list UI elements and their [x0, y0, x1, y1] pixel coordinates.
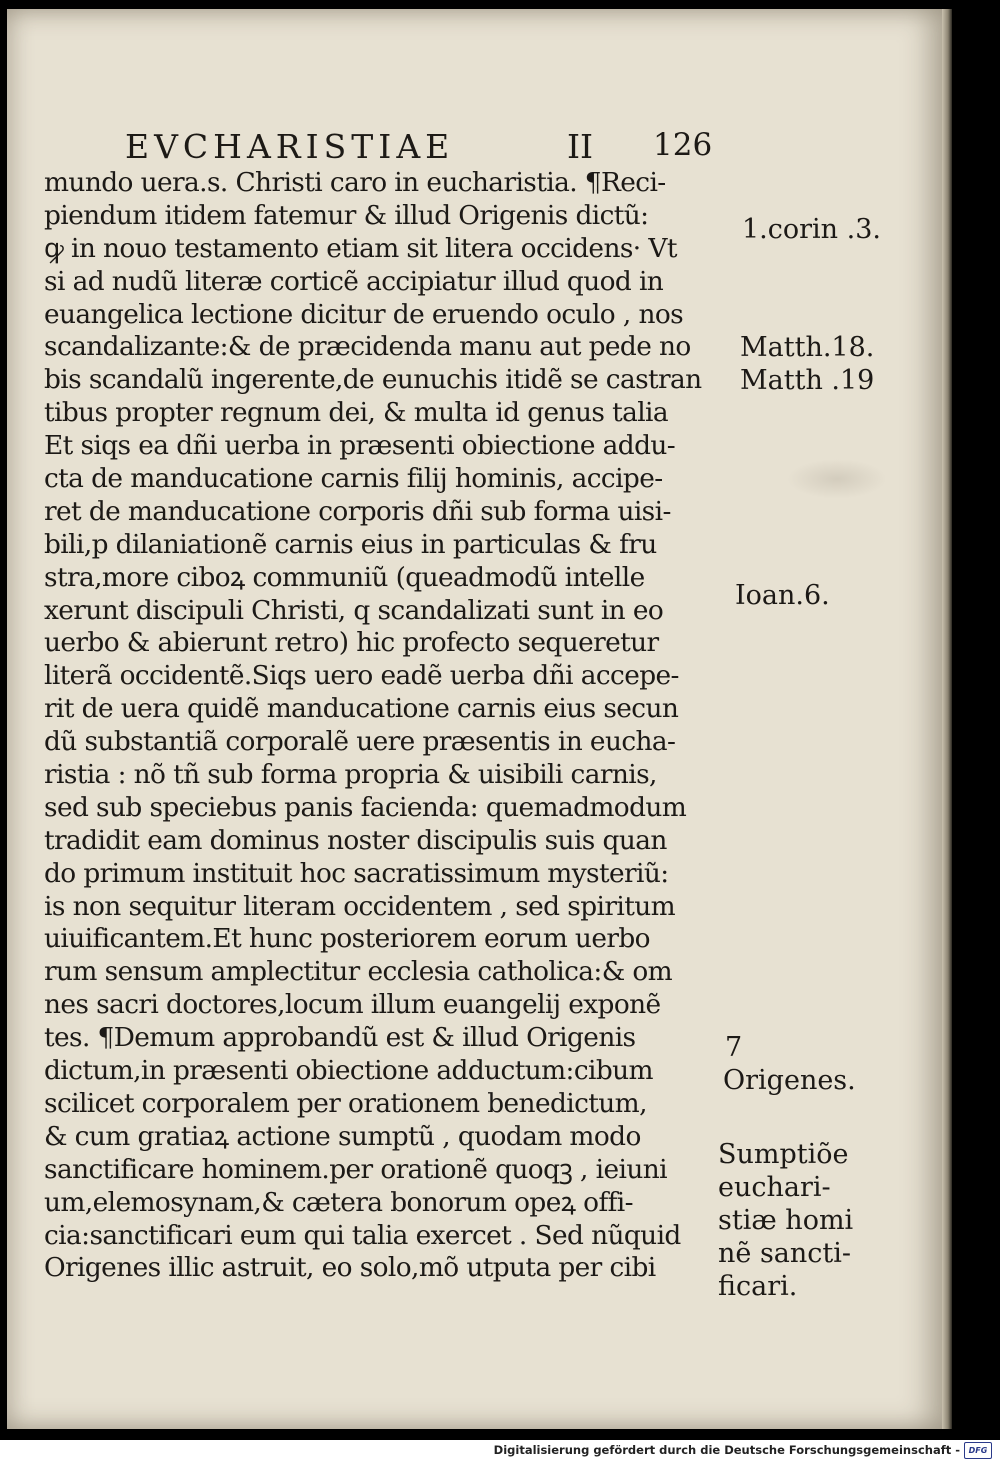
- footer-bar: [0, 1440, 1000, 1464]
- text-line: literã occidentẽ.Siqs uero eadẽ uerba dñi accepe-: [44, 660, 679, 692]
- margin-note: nẽ sancti-: [718, 1238, 852, 1269]
- text-line: ret de manducatione corporis dñi sub forma uisi-: [44, 495, 671, 527]
- text-line: tes. ¶Demum approbandũ est & illud Origenis: [44, 1022, 636, 1054]
- text-line: & cum gratiaꝝ actione sumptũ , quodam modo: [44, 1120, 641, 1152]
- text-line: ꝙ in nouo testamento etiam sit litera occidens· Vt: [44, 232, 677, 264]
- text-line: bili,p dilaniationẽ carnis eius in particulas & fru: [44, 528, 657, 560]
- dfg-logo-text: DFG: [968, 1446, 988, 1455]
- signature-mark: II: [567, 127, 594, 166]
- margin-note: Ioan.6.: [735, 580, 830, 611]
- text-line: xerunt discipuli Christi, q scandalizati sunt in eo: [44, 594, 664, 626]
- text-line: tradidit eam dominus noster discipulis suis quan: [44, 824, 667, 856]
- text-line: Et siqs ea dñi uerba in præsenti obiectione addu-: [44, 430, 676, 462]
- book-page: [7, 9, 942, 1429]
- text-line: do primum instituit hoc sacratissimum mysteriũ:: [44, 857, 669, 889]
- text-line: dũ substantiã corporalẽ uere præsentis in eucha-: [44, 726, 676, 758]
- margin-note: Origenes.: [723, 1065, 856, 1096]
- margin-note: Matth.18.: [740, 332, 875, 363]
- funding-credit: Digitalisierung gefördert durch die Deutsche Forschungsgemeinschaft -: [493, 1443, 960, 1457]
- page-header: [125, 127, 745, 167]
- text-line: tibus propter regnum dei, & multa id genus talia: [44, 397, 669, 429]
- text-line: sanctificare hominem.per orationẽ quoqꝫ , ieiuni: [44, 1153, 667, 1185]
- text-line: uerbo & abierunt retro) hic profecto sequeretur: [44, 627, 659, 659]
- text-line: rum sensum amplectitur ecclesia catholica:& om: [44, 956, 673, 988]
- text-line: nes sacri doctores,locum illum euangelij exponẽ: [44, 989, 661, 1021]
- margin-note: stiæ homi: [718, 1205, 854, 1236]
- text-line: sed sub speciebus panis facienda: quemadmodum: [44, 791, 687, 823]
- margin-note: Sumptiõe: [718, 1139, 849, 1170]
- text-line: cta de manducatione carnis filij hominis, accipe-: [44, 463, 663, 495]
- margin-note: 7: [725, 1032, 743, 1063]
- margin-note: Matth .19: [740, 365, 875, 396]
- text-line: scilicet corporalem per orationem benedictum,: [44, 1087, 647, 1119]
- text-line: cia:sanctificari eum qui talia exercet . Sed nũquid: [44, 1219, 681, 1251]
- margin-note: 1.corin .3.: [742, 214, 881, 245]
- ink-smudge: [787, 459, 887, 499]
- text-line: stra,more ciboꝝ communiũ (queadmodũ intelle: [44, 561, 645, 593]
- body-text: [44, 167, 734, 1285]
- text-line: um,elemosynam,& cætera bonorum opeꝝ offi-: [44, 1186, 633, 1218]
- text-line: mundo uera.s. Christi caro in eucharistia. ¶Reci-: [44, 167, 666, 198]
- text-line: euangelica lectione dicitur de eruendo oculo , nos: [44, 298, 684, 330]
- text-line: si ad nudũ literæ corticẽ accipiatur illud quod in: [44, 265, 664, 297]
- running-title: EVCHARISTIAE: [125, 127, 455, 166]
- page-number: 126: [653, 127, 713, 163]
- text-line: bis scandalũ ingerente,de eunuchis itidẽ se castran: [44, 364, 702, 396]
- text-line: Origenes illic astruit, eo solo,mõ utputa per cibi: [44, 1252, 656, 1284]
- text-line: uiuificantem.Et hunc posteriorem eorum uerbo: [44, 923, 650, 955]
- text-line: ristia : nõ tñ sub forma propria & uisibili carnis,: [44, 759, 657, 791]
- text-line: piendum itidem fatemur & illud Origenis dictũ:: [44, 199, 649, 231]
- text-line: scandalizante:& de præcidenda manu aut pede no: [44, 331, 691, 363]
- margin-note: ficari.: [718, 1271, 798, 1302]
- dfg-logo: [964, 1442, 992, 1459]
- text-line: rit de uera quidẽ manducatione carnis eius secun: [44, 693, 679, 725]
- page-edge: [942, 9, 952, 1429]
- text-line: dictum,in præsenti obiectione adductum:cibum: [44, 1055, 653, 1087]
- text-line: is non sequitur literam occidentem , sed spiritum: [44, 890, 676, 922]
- margin-note: euchari-: [718, 1172, 831, 1203]
